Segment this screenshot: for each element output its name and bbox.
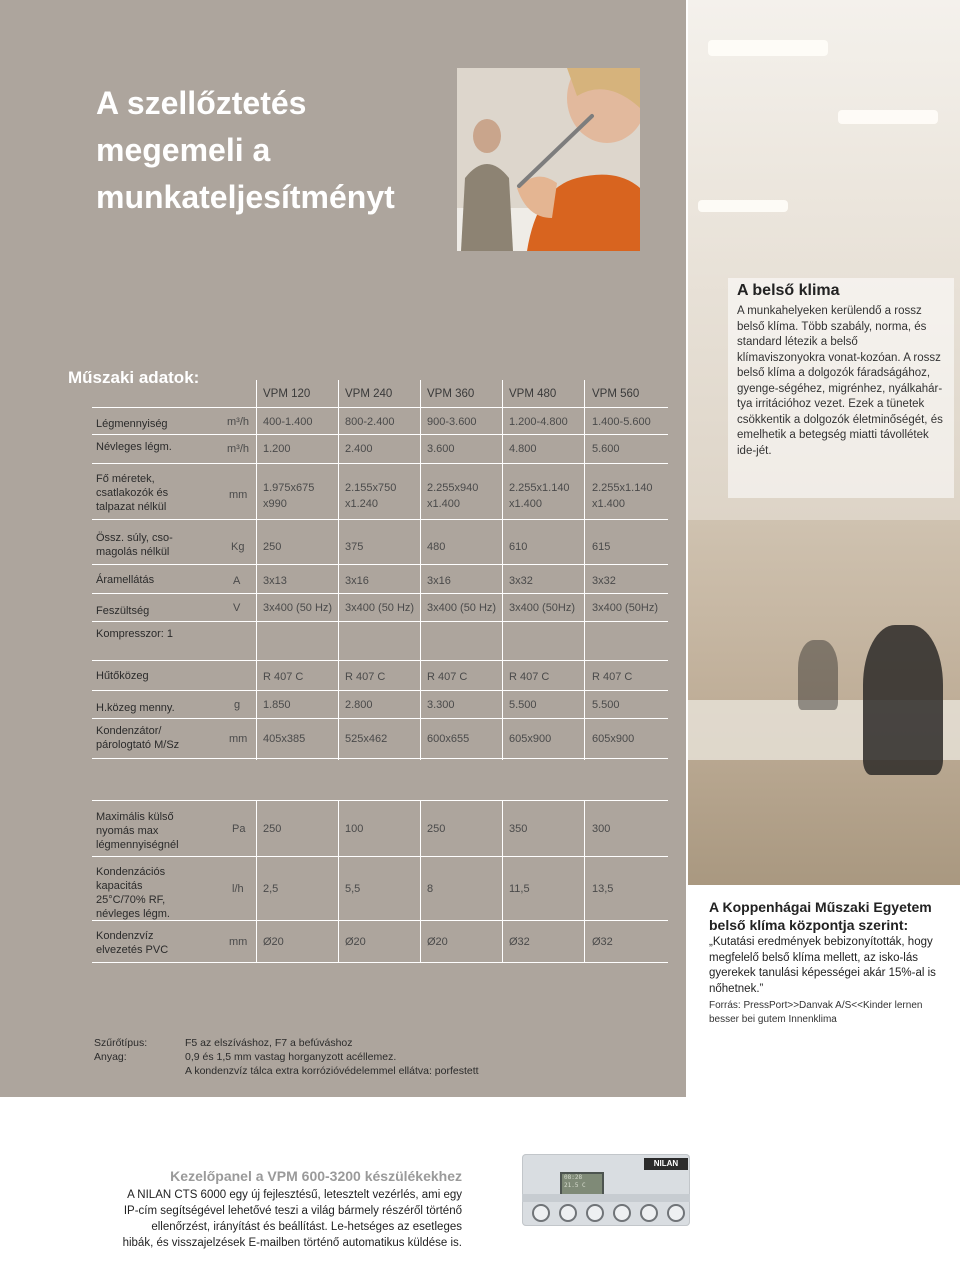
table-cell: 1.200-4.800 bbox=[509, 416, 568, 428]
model-header: VPM 360 bbox=[427, 388, 475, 400]
table-cell: Ø32 bbox=[509, 936, 530, 948]
indoor-climate-text: A munkahelyeken kerülendő a rossz belső klíma. Több szabály, norma, és standard létezik a belső klímaviszonyokra vonat-kozóan. A rossz belső klíma a dolgozók fáradságához, gyenge-ségéhez, migrénhez, nyálkahár-tya irritációhoz vezet. Ezek a tünetek csökkentik a dolgozók életminőségét, és emelhetik a betegség miatti távollétek ide-jét. bbox=[737, 305, 943, 457]
drip-tray-note: A kondenzvíz tálca extra korrózióvédelemmel ellátva: porfestett bbox=[185, 1065, 479, 1077]
row-label: Kondenzvíz elvezetés PVC bbox=[96, 930, 169, 956]
table-divider bbox=[420, 800, 421, 962]
row-unit: g bbox=[234, 699, 241, 711]
table-divider bbox=[502, 800, 503, 962]
table-cell: 13,5 bbox=[592, 883, 614, 895]
table-cell: 375 bbox=[345, 541, 364, 553]
row-unit: mm bbox=[229, 733, 248, 745]
control-panel-text: A NILAN CTS 6000 egy új fejlesztésű, letesztelt vezérlés, ami egy IP-cím segítségével lehetővé teszi a világ bármely részéről történő ellenőrzést, irányítást és beállítást. Le-hetséges az esetleges hibák, és visszajelzések E-mailben történő automatikus küldése is. bbox=[122, 1189, 462, 1249]
row-unit: V bbox=[233, 602, 241, 614]
table-rule bbox=[92, 758, 668, 759]
indoor-climate-box bbox=[728, 278, 954, 498]
table-rule bbox=[92, 718, 668, 719]
table-divider bbox=[338, 800, 339, 962]
table-cell: 3.600 bbox=[427, 443, 455, 455]
model-header: VPM 240 bbox=[345, 388, 393, 400]
table-cell: 250 bbox=[263, 541, 282, 553]
row-label: Feszültség bbox=[96, 605, 150, 617]
quote-title: A Koppenhágai Műszaki Egyetem belső klíma központja szerint: bbox=[709, 899, 932, 933]
table-cell: 3x16 bbox=[427, 575, 451, 587]
table-cell: 3x400 (50 Hz) bbox=[427, 602, 497, 614]
table-cell: R 407 C bbox=[592, 671, 633, 683]
table-cell: 350 bbox=[509, 823, 528, 835]
model-header: VPM 120 bbox=[263, 388, 311, 400]
row-label: Fő méretek, csatlakozók és talpazat nélkül bbox=[96, 473, 169, 513]
table-cell: 5.600 bbox=[592, 443, 620, 455]
nilan-logo: NILAN bbox=[644, 1158, 688, 1170]
table-cell: 3x400 (50Hz) bbox=[592, 602, 659, 614]
table-cell: 5,5 bbox=[345, 883, 361, 895]
page-title: A szellőztetés megemeli a munkateljesítményt bbox=[96, 85, 395, 215]
model-header: VPM 560 bbox=[592, 388, 640, 400]
row-label: Névleges légm. bbox=[96, 441, 172, 453]
table-rule bbox=[92, 690, 668, 691]
device-display bbox=[560, 1172, 604, 1196]
table-cell: 3x400 (50 Hz) bbox=[345, 602, 415, 614]
table-divider bbox=[584, 800, 585, 962]
table-rule bbox=[92, 593, 668, 594]
table-cell: 2,5 bbox=[263, 883, 279, 895]
table-cell: 900-3.600 bbox=[427, 416, 477, 428]
table-cell: 1.400-5.600 bbox=[592, 416, 651, 428]
table-cell: 5.500 bbox=[592, 699, 620, 711]
material-value: 0,9 és 1,5 mm vastag horganyzott acéllemez. bbox=[185, 1051, 397, 1063]
table-divider bbox=[256, 380, 257, 760]
table-cell: 2.255x1.140 x1.400 bbox=[509, 482, 570, 510]
table-cell: 400-1.400 bbox=[263, 416, 313, 428]
row-label: Kompresszor: 1 bbox=[96, 628, 174, 640]
table-cell: 4.800 bbox=[509, 443, 537, 455]
table-cell: 600x655 bbox=[427, 733, 470, 745]
table-cell: 1.850 bbox=[263, 699, 291, 711]
row-unit: mm bbox=[229, 489, 248, 501]
table-rule bbox=[92, 434, 668, 435]
table-divider bbox=[420, 380, 421, 760]
table-cell: 3x400 (50Hz) bbox=[509, 602, 576, 614]
table-cell: 525x462 bbox=[345, 733, 388, 745]
display-line: 08:28 bbox=[564, 1174, 583, 1181]
table-cell: 2.255x940 x1.400 bbox=[427, 482, 479, 510]
material-label: Anyag: bbox=[94, 1051, 127, 1063]
table-cell: 2.255x1.140 x1.400 bbox=[592, 482, 653, 510]
quote-source: Forrás: PressPort>>Danvak A/S<<Kinder lernen besser bei gutem Innenklima bbox=[709, 1000, 923, 1025]
table-cell: 405x385 bbox=[263, 733, 306, 745]
row-label: Hűtőközeg bbox=[96, 670, 149, 682]
filter-value: F5 az elszíváshoz, F7 a befúváshoz bbox=[185, 1037, 353, 1049]
table-rule bbox=[92, 621, 668, 622]
table-cell: 250 bbox=[263, 823, 282, 835]
model-header: VPM 480 bbox=[509, 388, 557, 400]
indoor-climate-title: A belső klima bbox=[737, 282, 840, 299]
row-unit: Pa bbox=[232, 823, 246, 835]
knob-icon bbox=[532, 1204, 550, 1222]
woman-with-pen-photo bbox=[457, 68, 640, 251]
table-cell: 2.400 bbox=[345, 443, 373, 455]
table-cell: 800-2.400 bbox=[345, 416, 395, 428]
row-unit: A bbox=[233, 575, 241, 587]
table-rule bbox=[92, 407, 668, 408]
table-cell: 3x16 bbox=[345, 575, 369, 587]
woman-with-pen-illustration bbox=[457, 68, 640, 251]
table-rule bbox=[92, 800, 668, 801]
table-divider bbox=[256, 800, 257, 962]
table-cell: 2.155x750 x1.240 bbox=[345, 482, 397, 510]
table-cell: 3x400 (50 Hz) bbox=[263, 602, 333, 614]
control-panel-title: Kezelőpanel a VPM 600-3200 készülékekhez bbox=[170, 1168, 462, 1184]
knob-icon bbox=[559, 1204, 577, 1222]
table-cell: 3.300 bbox=[427, 699, 455, 711]
row-unit: l/h bbox=[232, 883, 244, 895]
table-divider bbox=[502, 380, 503, 760]
blurred-person bbox=[863, 625, 943, 775]
table-cell: 250 bbox=[427, 823, 446, 835]
table-cell: 3x32 bbox=[592, 575, 616, 587]
row-unit: mm bbox=[229, 936, 248, 948]
row-unit: Kg bbox=[231, 541, 245, 553]
row-label: Kondenzációs kapacitás 25°C/70% RF, névleges légm. bbox=[96, 866, 170, 920]
table-cell: 8 bbox=[427, 883, 434, 895]
table-rule bbox=[92, 962, 668, 963]
table-rule bbox=[92, 564, 668, 565]
ceiling-lamp bbox=[838, 110, 938, 124]
table-rule bbox=[92, 463, 668, 464]
blurred-person bbox=[798, 640, 838, 710]
table-cell: 1.200 bbox=[263, 443, 291, 455]
table-cell: 5.500 bbox=[509, 699, 537, 711]
table-cell: Ø20 bbox=[345, 936, 366, 948]
table-rule bbox=[92, 519, 668, 520]
tech-data-heading: Műszaki adatok: bbox=[68, 368, 200, 387]
knob-icon bbox=[613, 1204, 631, 1222]
row-unit: m³/h bbox=[227, 416, 249, 428]
display-line: 21.5 C bbox=[564, 1182, 586, 1189]
table-cell: R 407 C bbox=[345, 671, 386, 683]
table-cell: 605x900 bbox=[592, 733, 635, 745]
knob-icon bbox=[586, 1204, 604, 1222]
table-cell: 1.975x675 x990 bbox=[263, 482, 315, 510]
table-cell: R 407 C bbox=[509, 671, 550, 683]
table-cell: 610 bbox=[509, 541, 528, 553]
table-rule bbox=[92, 660, 668, 661]
table-cell: 3x32 bbox=[509, 575, 533, 587]
table-cell: 300 bbox=[592, 823, 611, 835]
quote-text: „Kutatási eredmények bebizonyították, hogy megfelelő belső klíma mellett, az isko-lás gyerekek tanulási képességei akár 15%-al is nőhetnek.” bbox=[709, 936, 936, 995]
table-cell: 3x13 bbox=[263, 575, 287, 587]
table-cell: 11,5 bbox=[509, 883, 530, 895]
nilan-control-panel-photo bbox=[522, 1154, 690, 1226]
row-label: Maximális külső nyomás max légmennyiségnél bbox=[96, 811, 179, 851]
table-cell: R 407 C bbox=[263, 671, 304, 683]
filter-label: Szűrőtípus: bbox=[94, 1037, 148, 1049]
row-label: Kondenzátor/ párologtató M/Sz bbox=[96, 725, 180, 751]
table-cell: 480 bbox=[427, 541, 446, 553]
row-label: Légmennyiség bbox=[96, 418, 168, 430]
table-cell: Ø20 bbox=[263, 936, 284, 948]
table-cell: 2.800 bbox=[345, 699, 373, 711]
ceiling-lamp bbox=[698, 200, 788, 212]
table-cell: Ø20 bbox=[427, 936, 448, 948]
table-divider bbox=[338, 380, 339, 760]
row-label: Áramellátás bbox=[96, 574, 155, 586]
table-cell: R 407 C bbox=[427, 671, 468, 683]
table-divider bbox=[584, 380, 585, 760]
table-cell: 615 bbox=[592, 541, 611, 553]
row-unit: m³/h bbox=[227, 443, 249, 455]
knob-icon bbox=[640, 1204, 658, 1222]
row-label: Össz. súly, cso-magolás nélkül bbox=[96, 532, 173, 558]
ceiling-lamp bbox=[708, 40, 828, 56]
table-rule bbox=[92, 856, 668, 857]
table-cell: 605x900 bbox=[509, 733, 552, 745]
knob-icon bbox=[667, 1204, 685, 1222]
row-label: H.közeg menny. bbox=[96, 702, 175, 714]
device-label-strip bbox=[522, 1194, 690, 1202]
table-cell: 100 bbox=[345, 823, 364, 835]
table-cell: Ø32 bbox=[592, 936, 613, 948]
